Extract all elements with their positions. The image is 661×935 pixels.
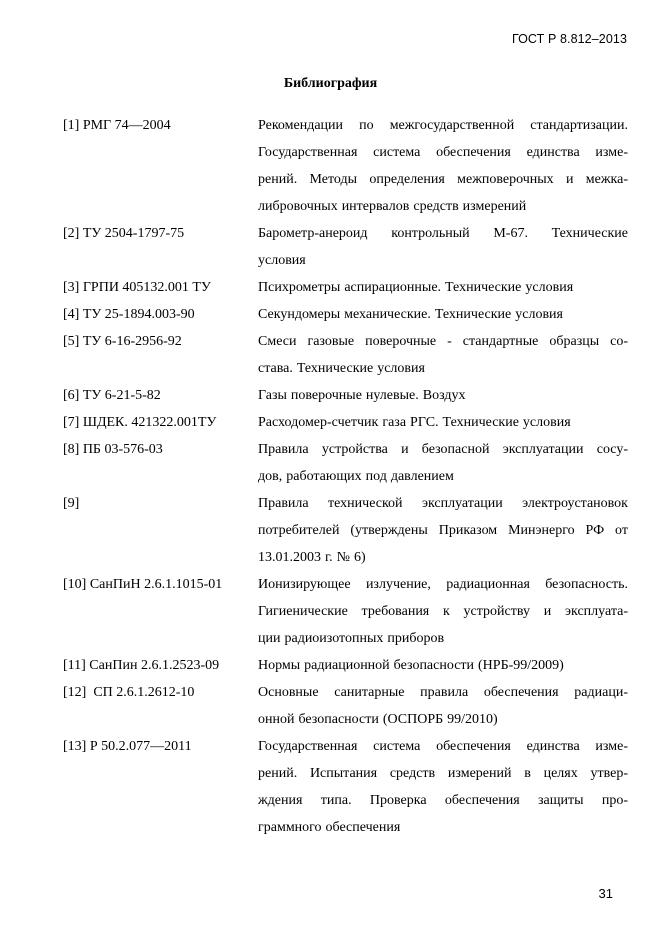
bibliography-entry-line: граммного обеспечения <box>258 820 401 835</box>
bibliography-entry-line: Расходомер-счетчик газа РГС. Технические условия <box>258 415 571 430</box>
bibliography-entry-description <box>258 328 628 382</box>
bibliography-entry-line: ждения типа. Проверка обеспечения защиты про- <box>258 793 628 808</box>
bibliography-entry <box>63 733 638 841</box>
bibliography-entry-line: Психрометры аспирационные. Технические условия <box>258 280 574 295</box>
bibliography-entry-description <box>258 409 628 436</box>
bibliography-entry-line: Рекомендации по межгосударственной стандартизации. <box>258 118 628 133</box>
bibliography-entry-reference: [5] ТУ 6-16-2956-92 <box>63 334 182 349</box>
bibliography-entry <box>63 679 638 733</box>
bibliography-entry-reference: [3] ГРПИ 405132.001 ТУ <box>63 280 211 295</box>
bibliography-entry-reference: [7] ШДЕК. 421322.001ТУ <box>63 415 217 430</box>
bibliography-entry-line: Правила технической эксплуатации электроустановок <box>258 496 628 511</box>
page-number: 31 <box>598 886 613 901</box>
bibliography-entry <box>63 409 638 436</box>
bibliography-entry-reference: [11] СанПин 2.6.1.2523-09 <box>63 658 220 673</box>
bibliography-entry-reference: [12] СП 2.6.1.2612-10 <box>63 685 195 700</box>
bibliography-entry-reference: [9] <box>63 496 80 511</box>
bibliography-entry <box>63 112 638 220</box>
bibliography-list <box>63 112 638 841</box>
bibliography-entry <box>63 652 638 679</box>
bibliography-entry <box>63 301 638 328</box>
bibliography-entry-line: Государственная система обеспечения единства изме- <box>258 145 628 160</box>
bibliography-entry-reference: [8] ПБ 03-576-03 <box>63 442 163 457</box>
bibliography-entry-description <box>258 733 628 841</box>
bibliography-entry-line: Государственная система обеспечения единства изме- <box>258 739 628 754</box>
bibliography-title: Библиография <box>283 76 378 91</box>
bibliography-entry-line: рений. Испытания средств измерений в целях утвер- <box>258 766 628 781</box>
bibliography-entry <box>63 571 638 652</box>
bibliography-entry <box>63 328 638 382</box>
bibliography-entry-line: Смеси газовые поверочные - стандартные образцы со- <box>258 334 628 349</box>
bibliography-entry-line: условия <box>258 253 306 268</box>
bibliography-entry-line: Барометр-анероид контрольный М-67. Технические <box>258 226 628 241</box>
bibliography-entry-line: Гигиенические требования к устройству и эксплуата- <box>258 604 628 619</box>
bibliography-entry-line: Правила устройства и безопасной эксплуатации сосу- <box>258 442 628 457</box>
bibliography-entry-reference: [6] ТУ 6-21-5-82 <box>63 388 161 403</box>
bibliography-entry <box>63 490 638 571</box>
bibliography-entry-description <box>258 652 628 679</box>
bibliography-entry-line: Основные санитарные правила обеспечения радиаци- <box>258 685 628 700</box>
bibliography-entry-line: либровочных интервалов средств измерений <box>258 199 527 214</box>
bibliography-entry-reference: [10] СанПиН 2.6.1.1015-01 <box>63 577 223 592</box>
bibliography-entry-reference: [2] ТУ 2504-1797-75 <box>63 226 185 241</box>
bibliography-entry-description <box>258 301 628 328</box>
bibliography-entry-line: дов, работающих под давлением <box>258 469 454 484</box>
bibliography-entry-line: Ионизирующее излучение, радиационная безопасность. <box>258 577 628 592</box>
bibliography-entry-reference: [1] РМГ 74—2004 <box>63 118 171 133</box>
bibliography-entry-line: 13.01.2003 г. № 6) <box>258 550 366 565</box>
bibliography-entry-description <box>258 679 628 733</box>
bibliography-entry <box>63 436 638 490</box>
bibliography-entry-line: Газы поверочные нулевые. Воздух <box>258 388 466 403</box>
bibliography-entry-description <box>258 220 628 274</box>
bibliography-entry-description <box>258 436 628 490</box>
bibliography-entry-line: ции радиоизотопных приборов <box>258 631 445 646</box>
bibliography-entry-description <box>258 274 628 301</box>
bibliography-entry <box>63 382 638 409</box>
bibliography-entry-line: Нормы радиационной безопасности (НРБ-99/2009) <box>258 658 564 673</box>
bibliography-entry-line: рений. Методы определения межповерочных и межка- <box>258 172 628 187</box>
bibliography-entry-description <box>258 571 628 652</box>
page-header-standard-code: ГОСТ Р 8.812–2013 <box>511 32 627 46</box>
bibliography-entry-description <box>258 490 628 571</box>
bibliography-entry-line: става. Технические условия <box>258 361 425 376</box>
bibliography-entry-description <box>258 112 628 220</box>
bibliography-entry-reference: [4] ТУ 25-1894.003-90 <box>63 307 195 322</box>
bibliography-entry <box>63 274 638 301</box>
bibliography-entry-line: Секундомеры механические. Технические условия <box>258 307 563 322</box>
bibliography-entry-reference: [13] Р 50.2.077—2011 <box>63 739 192 754</box>
bibliography-entry-line: потребителей (утверждены Приказом Минэнерго РФ от <box>258 523 628 538</box>
bibliography-entry-line: онной безопасности (ОСПОРБ 99/2010) <box>258 712 498 727</box>
bibliography-entry-description <box>258 382 628 409</box>
bibliography-entry <box>63 220 638 274</box>
